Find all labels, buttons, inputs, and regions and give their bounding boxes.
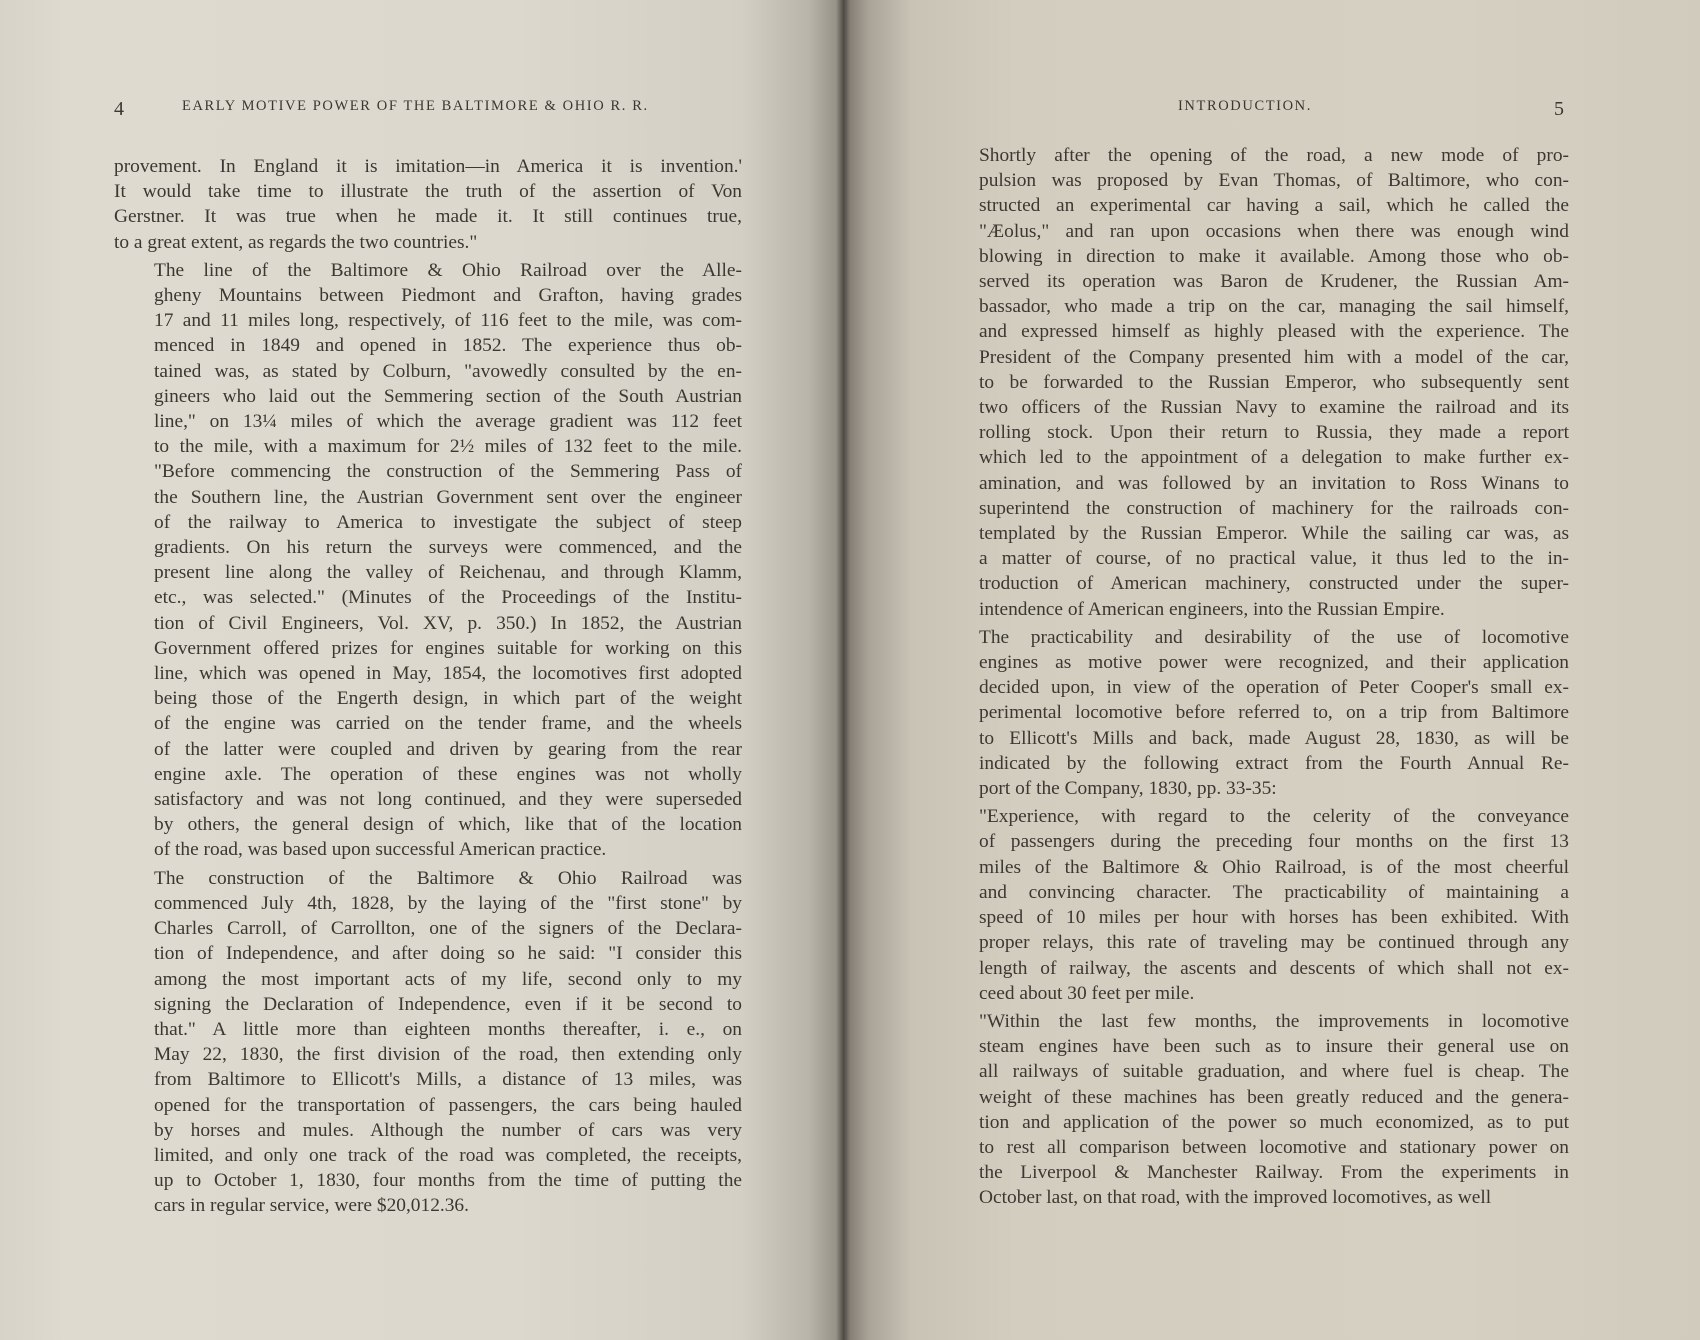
text-line: by others, the general design of which, like that of the location	[154, 814, 742, 836]
text-line: weight of these machines has been greatly reduced and the genera-	[979, 1086, 1569, 1108]
text-line: gradients. On his return the surveys were commenced, and the	[154, 537, 742, 559]
text-line: President of the Company presented him with a model of the car,	[979, 346, 1569, 368]
text-line: indicated by the following extract from the Fourth Annual Re-	[979, 752, 1569, 774]
text-line: gineers who laid out the Semmering section of the South Austrian	[154, 385, 742, 407]
text-line: from Baltimore to Ellicott's Mills, a distance of 13 miles, was	[154, 1069, 742, 1091]
text-line: among the most important acts of my life, second only to my	[154, 968, 742, 990]
text-line: "Before commencing the construction of the Semmering Pass of	[154, 461, 742, 483]
text-line: tion and application of the power so much economized, as to put	[979, 1111, 1569, 1133]
page-number: 4	[114, 98, 124, 120]
text-line: ceed about 30 feet per mile.	[979, 982, 1195, 1004]
text-line: templated by the Russian Emperor. While the sailing car was, as	[979, 523, 1569, 545]
text-line: speed of 10 miles per hour with horses has been exhibited. With	[979, 907, 1569, 929]
text-line: pulsion was proposed by Evan Thomas, of Baltimore, who con-	[979, 170, 1569, 192]
text-line: "Æolus," and ran upon occasions when there was enough wind	[979, 220, 1569, 242]
paragraph	[114, 154, 742, 255]
text-line: of the engine was carried on the tender frame, and the wheels	[154, 713, 742, 735]
left-page	[0, 0, 843, 1340]
text-line: and convincing character. The practicability of maintaining a	[979, 881, 1569, 903]
running-head: INTRODUCTION.	[1178, 98, 1312, 114]
text-line: tion of Independence, and after doing so he said: "I consider this	[154, 943, 742, 965]
paragraph	[939, 625, 1569, 801]
text-line: line," on 13¼ miles of which the average gradient was 112 feet	[154, 411, 742, 433]
text-line: tion of Civil Engineers, Vol. XV, p. 350.) In 1852, the Austrian	[154, 612, 742, 634]
text-line: steam engines have been such as to insure their general use on	[979, 1036, 1569, 1058]
text-line: superintend the construction of machinery for the railroads con-	[979, 497, 1569, 519]
text-line: "Within the last few months, the improvements in locomotive	[979, 1010, 1569, 1032]
text-line: satisfactory and was not long continued, and they were superseded	[154, 789, 742, 811]
text-line: "Experience, with regard to the celerity of the conveyance	[979, 806, 1569, 828]
text-line: and expressed himself as highly pleased with the experience. The	[979, 321, 1569, 343]
text-line: menced in 1849 and opened in 1852. The experience thus ob-	[154, 335, 742, 357]
text-line: Charles Carroll, of Carrollton, one of the signers of the Declara-	[154, 918, 742, 940]
text-line: port of the Company, 1830, pp. 33-35:	[979, 778, 1277, 800]
text-line: to a great extent, as regards the two countries."	[114, 231, 478, 253]
text-line: Government offered prizes for engines suitable for working on this	[154, 637, 742, 659]
text-line: of the road, was based upon successful American practice.	[154, 839, 607, 861]
page-number: 5	[1554, 98, 1564, 120]
text-line: to be forwarded to the Russian Emperor, who subsequently sent	[979, 371, 1569, 393]
text-line: Shortly after the opening of the road, a new mode of pro-	[979, 145, 1569, 166]
text-line: signing the Declaration of Independence, even if it be second to	[154, 993, 742, 1015]
text-line: Gerstner. It was true when he made it. It still continues true,	[114, 206, 742, 228]
text-line: a matter of course, of no practical value, it thus led to the in-	[979, 548, 1569, 570]
text-line: proper relays, this rate of traveling may be continued through any	[979, 932, 1569, 954]
text-line: cars in regular service, were $20,012.36.	[154, 1195, 469, 1217]
text-line: commenced July 4th, 1828, by the laying of the "first stone" by	[154, 892, 742, 914]
text-line: served its operation was Baron de Krudener, the Russian Am-	[979, 271, 1569, 293]
text-line: troduction of American machinery, constructed under the super-	[979, 573, 1569, 595]
text-line: 17 and 11 miles long, respectively, of 116 feet to the mile, was com-	[154, 310, 742, 332]
text-line: amination, and was followed by an invitation to Ross Winans to	[979, 472, 1569, 494]
text-line: length of railway, the ascents and descents of which shall not ex-	[979, 957, 1569, 979]
text-line: rolling stock. Upon their return to Russia, they made a report	[979, 422, 1569, 444]
book-gutter	[836, 0, 850, 1340]
text-line: that." A little more than eighteen months thereafter, i. e., on	[154, 1018, 742, 1040]
running-head: EARLY MOTIVE POWER OF THE BALTIMORE & OHIO R. R.	[182, 98, 649, 114]
text-line: by horses and mules. Although the number of cars was very	[154, 1119, 742, 1141]
text-line: of the railway to America to investigate the subject of steep	[154, 511, 742, 533]
text-line: to the mile, with a maximum for 2½ miles of 132 feet to the mile.	[154, 436, 742, 458]
text-line: up to October 1, 1830, four months from the time of putting the	[154, 1170, 742, 1192]
paragraph	[114, 258, 742, 863]
text-line: present line along the valley of Reichenau, and through Klamm,	[154, 562, 742, 584]
page-body	[114, 154, 742, 1219]
text-line: limited, and only one track of the road was completed, the receipts,	[154, 1144, 742, 1166]
text-line: intendence of American engineers, into the Russian Empire.	[979, 598, 1445, 620]
text-line: May 22, 1830, the first division of the road, then extending only	[154, 1044, 742, 1066]
paragraph	[939, 804, 1569, 1006]
text-line: the Southern line, the Austrian Government sent over the engineer	[154, 486, 742, 508]
text-line: engine axle. The operation of these engines was not wholly	[154, 763, 742, 785]
text-line: to rest all comparison between locomotive and stationary power on	[979, 1136, 1569, 1158]
text-line: decided upon, in view of the operation of Peter Cooper's small ex-	[979, 677, 1569, 699]
text-line: the Liverpool & Manchester Railway. From the experiments in	[979, 1162, 1569, 1184]
text-line: two officers of the Russian Navy to examine the railroad and its	[979, 397, 1569, 419]
page-body	[939, 143, 1569, 1211]
paragraph	[114, 866, 742, 1219]
text-line: miles of the Baltimore & Ohio Railroad, is of the most cheerful	[979, 856, 1569, 878]
text-line: It would take time to illustrate the truth of the assertion of Von	[114, 181, 742, 203]
text-line: gheny Mountains between Piedmont and Grafton, having grades	[154, 285, 742, 307]
text-line: of passengers during the preceding four months on the first 13	[979, 831, 1569, 853]
right-page	[843, 0, 1700, 1340]
text-line: The practicability and desirability of the use of locomotive	[979, 626, 1569, 648]
text-line: blowing in direction to make it available. Among those who ob-	[979, 245, 1569, 267]
text-line: etc., was selected." (Minutes of the Proceedings of the Institu-	[154, 587, 742, 609]
text-line: engines as motive power were recognized, and their application	[979, 652, 1569, 674]
text-line: to Ellicott's Mills and back, made August 28, 1830, as will be	[979, 727, 1569, 749]
text-line: of the latter were coupled and driven by gearing from the rear	[154, 738, 742, 760]
text-line: structed an experimental car having a sail, which he called the	[979, 195, 1569, 217]
text-line: provement. In England it is imitation—in America it is invention.'	[114, 156, 742, 177]
paragraph	[939, 143, 1569, 622]
text-line: perimental locomotive before referred to, on a trip from Baltimore	[979, 702, 1569, 724]
text-line: being those of the Engerth design, in which part of the weight	[154, 688, 742, 710]
paragraph	[939, 1009, 1569, 1211]
text-line: opened for the transportation of passengers, the cars being hauled	[154, 1094, 742, 1116]
text-line: October last, on that road, with the improved locomotives, as well	[979, 1187, 1492, 1209]
text-line: The construction of the Baltimore & Ohio Railroad was	[154, 867, 742, 889]
text-line: line, which was opened in May, 1854, the locomotives first adopted	[154, 663, 742, 685]
text-line: bassador, who made a trip on the car, managing the sail himself,	[979, 296, 1569, 318]
text-line: tained was, as stated by Colburn, "avowedly consulted by the en-	[154, 360, 742, 382]
text-line: which led to the appointment of a delegation to make further ex-	[979, 447, 1569, 469]
text-line: all railways of suitable graduation, and where fuel is cheap. The	[979, 1061, 1569, 1083]
text-line: The line of the Baltimore & Ohio Railroad over the Alle-	[154, 259, 742, 281]
